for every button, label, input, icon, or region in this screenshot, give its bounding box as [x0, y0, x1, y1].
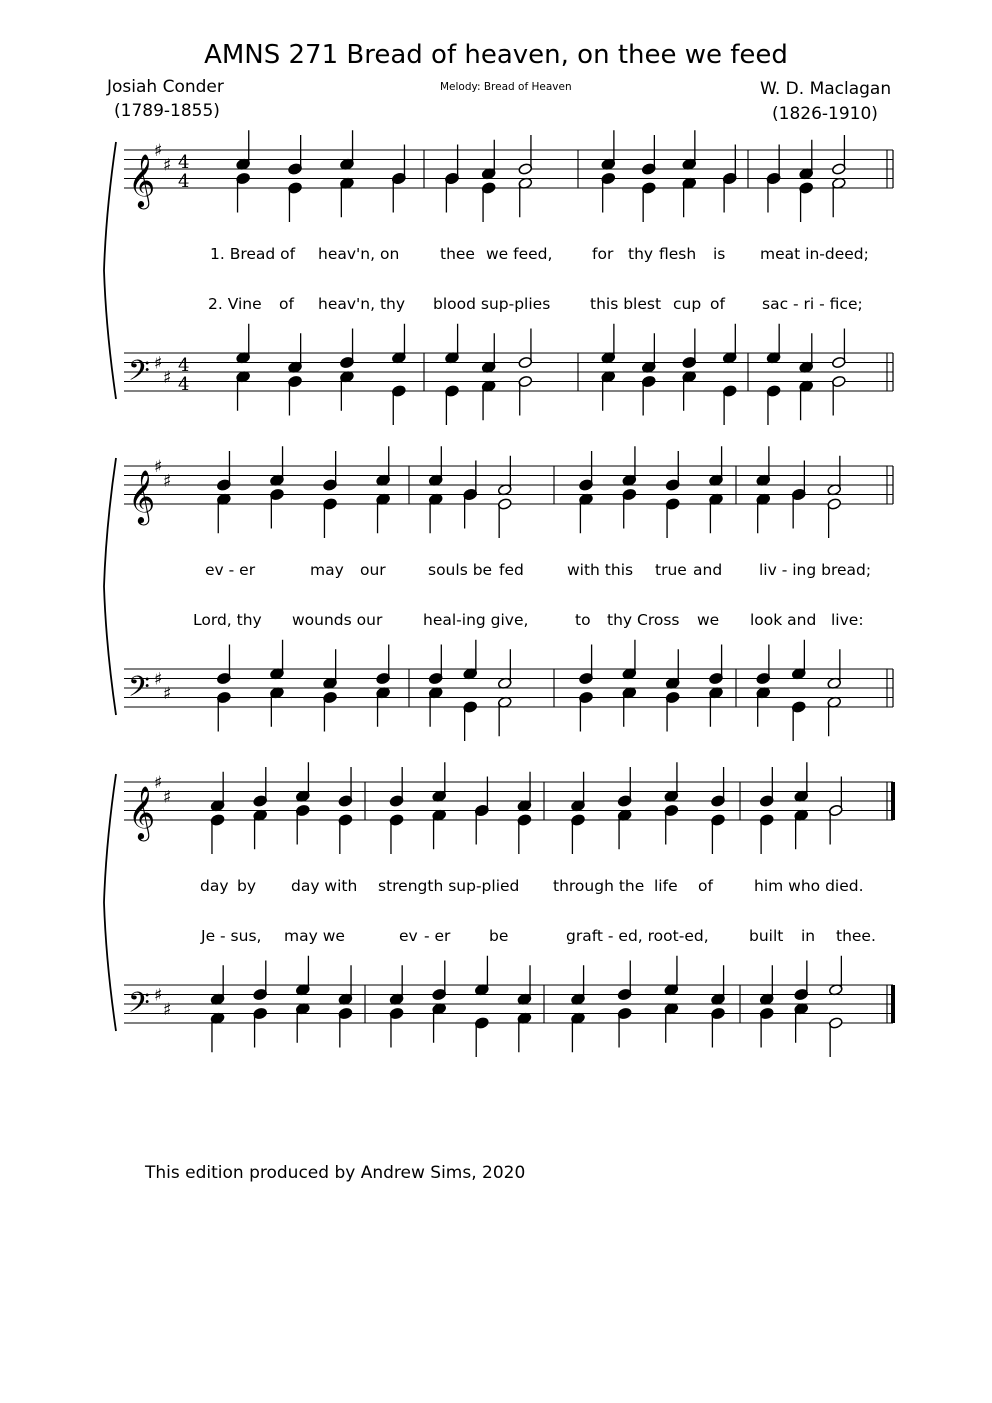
hymn-title: AMNS 271 Bread of heaven, on thee we feed	[204, 40, 788, 70]
sharp-sign: ♯	[163, 683, 172, 704]
lyric: and	[693, 561, 723, 579]
lyric: with this	[567, 561, 634, 579]
lyric: 1. Bread of	[210, 245, 296, 263]
composer-dates: (1826-1910)	[772, 104, 878, 124]
lyric: of	[279, 295, 294, 313]
lyric: true	[655, 561, 687, 579]
lyric: liv - ing bread;	[759, 561, 872, 579]
lyric: fed	[499, 561, 524, 579]
lyric: in	[801, 927, 816, 945]
lyric: by	[237, 877, 257, 895]
lyric: Lord, thy	[193, 611, 262, 629]
lyric: flesh	[659, 245, 697, 263]
lyric: to	[575, 611, 591, 629]
treble-clef: 𝄞	[128, 469, 156, 523]
lyric: thee.	[836, 927, 876, 945]
lyric: him who died.	[754, 877, 864, 895]
lyric: look and	[750, 611, 817, 629]
lyric: life	[654, 877, 678, 895]
lyric: - er	[424, 927, 451, 945]
lyric: sac - ri - fice;	[762, 295, 863, 313]
sharp-sign: ♯	[154, 353, 163, 374]
lyric: wounds our	[292, 611, 383, 629]
lyric: cup	[673, 295, 702, 313]
lyric: we feed,	[486, 245, 553, 263]
treble-clef: 𝄞	[128, 153, 156, 207]
sharp-sign: ♯	[154, 773, 163, 793]
lyric: day with	[291, 877, 358, 895]
time-signature: 4	[178, 152, 190, 173]
lyric: thy Cross	[607, 611, 680, 629]
lyric: we	[697, 611, 720, 629]
lyric: live:	[831, 611, 864, 629]
system-brace	[104, 774, 116, 1031]
melody-name: Melody: Bread of Heaven	[440, 81, 572, 93]
bass-clef: 𝄢	[128, 986, 150, 1027]
edition-credit: This edition produced by Andrew Sims, 2020	[145, 1163, 526, 1183]
bass-clef: 𝄢	[128, 354, 150, 395]
sharp-sign: ♯	[154, 457, 163, 477]
lyric: Je - sus,	[201, 927, 262, 945]
sharp-sign: ♯	[163, 471, 172, 492]
sharp-sign: ♯	[163, 367, 172, 388]
bass-clef: 𝄢	[128, 670, 150, 711]
lyric: thy	[628, 245, 654, 263]
lyric: may	[310, 561, 344, 579]
time-signature: 4	[178, 355, 190, 376]
time-signature: 4	[178, 374, 190, 395]
author-name: Josiah Conder	[107, 77, 224, 97]
system-brace	[104, 458, 116, 715]
lyric: may we	[284, 927, 345, 945]
lyric: for	[592, 245, 614, 263]
sharp-sign: ♯	[163, 155, 172, 176]
lyric: of	[710, 295, 725, 313]
system-brace	[104, 142, 116, 399]
lyric: of	[698, 877, 713, 895]
lyric: graft - ed, root-ed,	[566, 927, 709, 945]
lyric: 2. Vine	[208, 295, 262, 313]
lyric: thee	[440, 245, 475, 263]
lyric: day	[200, 877, 229, 895]
lyric: is	[713, 245, 726, 263]
lyric: meat in-deed;	[760, 245, 869, 263]
lyric: built	[749, 927, 784, 945]
sharp-sign: ♯	[154, 669, 163, 690]
lyric: through the	[553, 877, 645, 895]
lyric: blood sup-plies	[433, 295, 551, 313]
sharp-sign: ♯	[154, 985, 163, 1006]
treble-clef: 𝄞	[128, 785, 156, 839]
composer-name: W. D. Maclagan	[760, 79, 892, 99]
lyric: heal-ing give,	[423, 611, 529, 629]
sharp-sign: ♯	[163, 999, 172, 1020]
author-dates: (1789-1855)	[114, 101, 220, 121]
lyric: heav'n, on	[318, 245, 400, 263]
lyric: be	[489, 927, 509, 945]
sharp-sign: ♯	[163, 787, 172, 808]
lyric: this blest	[590, 295, 662, 313]
lyric: strength sup-plied	[378, 877, 520, 895]
lyric: ev - er	[205, 561, 256, 579]
lyric: heav'n, thy	[318, 295, 406, 313]
lyric: souls be	[428, 561, 493, 579]
lyric: our	[360, 561, 386, 579]
sharp-sign: ♯	[154, 141, 163, 161]
lyric: ev	[399, 927, 418, 945]
time-signature: 4	[178, 171, 190, 192]
